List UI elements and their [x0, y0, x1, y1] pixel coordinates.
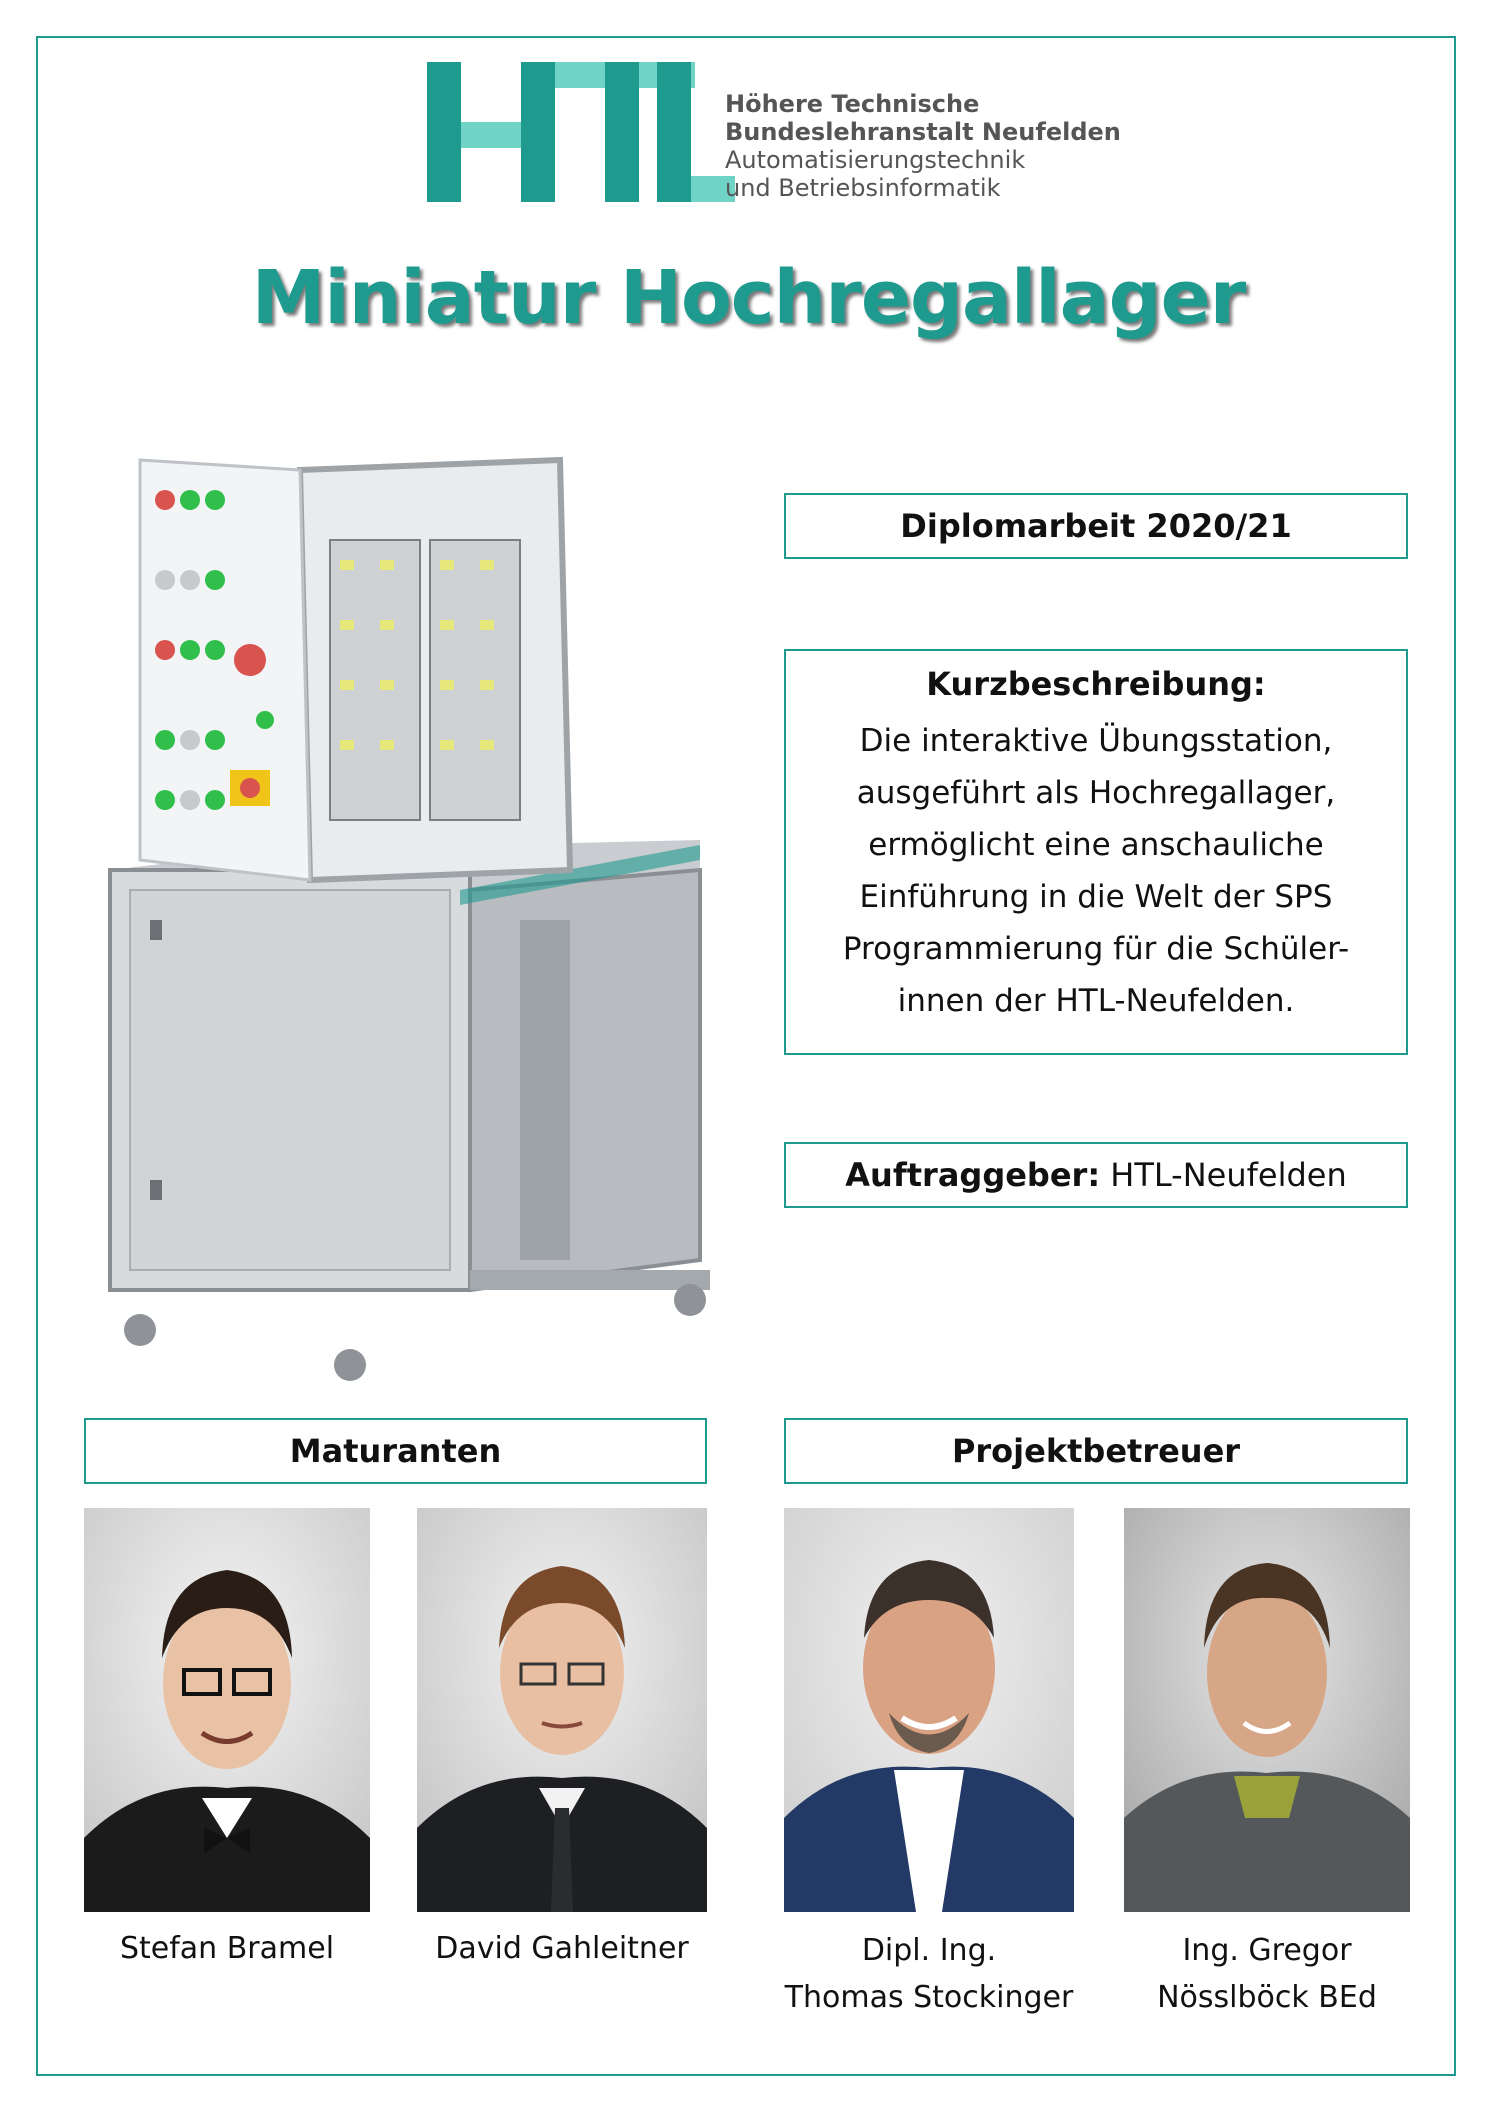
maturant-name-2: David Gahleitner [435, 1931, 689, 1966]
kurzbeschreibung-heading: Kurzbeschreibung: [926, 665, 1266, 703]
betreuer-name-2 [1124, 1927, 1410, 2021]
portrait-photo [417, 1508, 707, 1912]
portrait-photo [84, 1508, 370, 1912]
auftraggeber-box [784, 1142, 1408, 1208]
kurzbeschreibung-text: Die interaktive Übungsstation, ausgeführt als Hochregallager, ermöglicht eine anschauliche Einführung in die Welt der SPS Programmierung für die Schüler- innen der HTL-Neufelden. [842, 723, 1350, 1019]
maturanten-heading: Maturanten [84, 1418, 707, 1484]
page-title: Miniatur Hochregallager [251, 255, 1246, 341]
betreuer-title-2: Ing. Gregor [1182, 1933, 1352, 1968]
portrait-photo [784, 1508, 1074, 1912]
school-line-2: Bundeslehranstalt Neufelden [725, 118, 1121, 146]
diplomarbeit-box: Diplomarbeit 2020/21 [784, 493, 1408, 559]
betreuer-name-1 [784, 1927, 1074, 2021]
betreuer-fullname-1: Thomas Stockinger [784, 1980, 1074, 2015]
hochregallager-illustration [100, 400, 750, 1390]
betreuer-title-1: Dipl. Ing. [861, 1933, 997, 1968]
school-line-3: Automatisierungstechnik [725, 146, 1026, 174]
maturant-name-1: Stefan Bramel [119, 1931, 335, 1966]
betreuer-fullname-2: Nösslböck BEd [1157, 1980, 1377, 2015]
school-line-1: Höhere Technische [725, 90, 980, 118]
school-name-block [725, 90, 1121, 202]
portrait-photo [1124, 1508, 1410, 1912]
school-line-4: und Betriebsinformatik [725, 174, 1001, 202]
projektbetreuer-heading: Projektbetreuer [784, 1418, 1408, 1484]
kurzbeschreibung-box [784, 649, 1408, 1055]
auftraggeber-value: HTL-Neufelden [1110, 1156, 1347, 1194]
auftraggeber-label: Auftraggeber: [845, 1156, 1101, 1194]
